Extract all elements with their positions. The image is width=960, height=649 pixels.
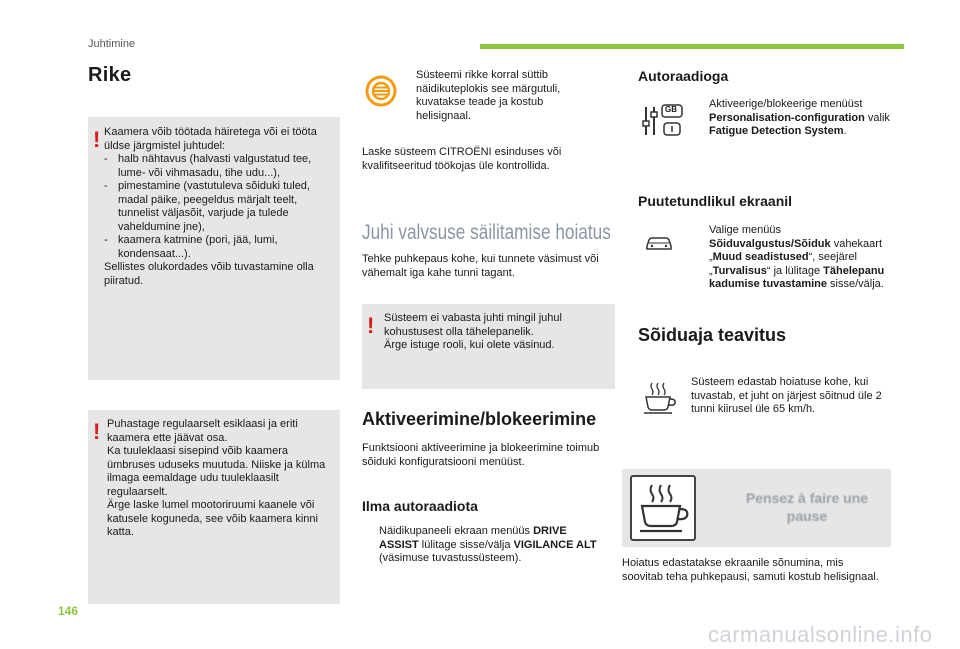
list-item: - halb nähtavus (halvasti valgustatud tee, lume- või vihmasadu, tihe udu...), xyxy=(104,153,312,179)
section-bar xyxy=(480,44,904,49)
list-item: - pimestamine (vastutuleva sõiduki tuled, madal päike, peegeldus märjalt teelt, tunnelist väljasõit, varjude ja tulede vaheldumine jne), xyxy=(104,180,310,233)
fault-text: Süsteemi rikke korral süttib näidikuteplokis see märgutuli, kuvatakse teade ja kostub helisignaal. xyxy=(416,69,561,122)
settings-icon xyxy=(642,103,686,139)
warning-icon: ! xyxy=(93,419,101,444)
touchscreen-instruction: Valige menüüs Sõiduvalgustus/Sõiduk vahekaart „Muud seadistused“, seejärel „Turvalisus“ ja lülitage Tähelepanu kadumise tuvastamine sisse/välja. xyxy=(694,224,894,292)
bullet-icon xyxy=(694,224,709,292)
watermark: carmanualsonline.info xyxy=(708,622,933,647)
check-text: Laske süsteem CITROËNI esinduses või kvalifitseeritud töökojas üle kontrollida. xyxy=(362,146,562,172)
coffee-cup-icon xyxy=(630,475,696,541)
warning-text xyxy=(104,126,336,288)
page-number: 146 xyxy=(58,604,79,618)
bullet-icon xyxy=(694,98,709,139)
heading-driver-alert: Juhi valvsuse säilitamise hoiatus xyxy=(362,221,611,244)
coffee-cup-icon xyxy=(642,380,682,416)
warning-box-camera xyxy=(88,117,340,380)
final-text: Hoiatus edastatakse ekraanile sõnumina, mis soovitab teha puhkepausi, samuti kostub helisignaal. xyxy=(622,557,879,583)
heading-activation: Aktiveerimine/blokeerimine xyxy=(362,409,597,429)
warning-box-attention xyxy=(362,304,615,389)
heading-touchscreen: Puutetundlikul ekraanil xyxy=(638,193,793,209)
notice-text: Süsteem edastab hoiatuse kohe, kui tuvastab, et juht on järjest sõitnud üle 2 tunni kiirusel üle 65 km/h. xyxy=(691,376,882,415)
heading-radio: Autoraadioga xyxy=(638,68,729,84)
heading-driving-time: Sõiduaja teavitus xyxy=(638,325,787,345)
warning-intro: Kaamera võib töötada häiretega või ei tööta üldse järgmistel juhtudel: xyxy=(104,126,317,152)
bullet-icon xyxy=(364,525,379,566)
warning-icon: ! xyxy=(93,127,101,152)
break-message-display xyxy=(622,469,891,547)
warning-text: Puhastage regulaarselt esiklaasi ja eriti kaamera ette jäävat osa. Ka tuuleklaasi sisepind võib kaamera ümbruses uduseks muutuda. Niiske ja külma ilmaga eemaldage udu tuuleklaasilt regulaarselt. Ärge laske lumel mootoriruumi kaanele või katusele koguneda, see võib kaamera kinni katta. xyxy=(107,418,326,538)
warning-text: Süsteem ei vabasta juhti mingil juhul kohustusest olla tähelepanelik. Ärge istuge rooli, kui olete väsinud. xyxy=(384,312,562,351)
list-item: - kaamera katmine (pori, jää, lumi, kondensaat...). xyxy=(104,234,278,260)
alert-text: Tehke puhkepaus kohe, kui tunnete väsimust või vähemalt iga kahe tunni tagant. xyxy=(362,253,599,279)
warning-icon: ! xyxy=(367,313,375,338)
warning-outro: Sellistes olukordades võib tuvastamine olla piiratud. xyxy=(104,261,314,287)
warning-box-cleaning xyxy=(88,410,340,604)
gb-label: GB xyxy=(665,105,677,114)
fault-warning-lamp-icon xyxy=(364,74,398,108)
section-label: Juhtimine xyxy=(88,38,136,50)
activation-text: Funktsiooni aktiveerimine ja blokeerimine toimub sõiduki konfiguratsiooni menüüst. xyxy=(362,442,600,468)
heading-no-radio: Ilma autoraadiota xyxy=(362,498,478,514)
heading-rike: Rike xyxy=(88,64,132,86)
radio-instruction: Aktiveerige/blokeerige menüüst Personalisation-configuration valik Fatigue Detection System. xyxy=(694,98,894,139)
no-radio-instruction: Näidikupaneeli ekraan menüüs DRIVE ASSIST lülitage sisse/välja VIGILANCE ALT (väsimuse tuvastussüsteem). xyxy=(364,525,604,566)
car-icon xyxy=(644,234,674,252)
break-message: Pensez à faire une pause xyxy=(745,490,869,524)
